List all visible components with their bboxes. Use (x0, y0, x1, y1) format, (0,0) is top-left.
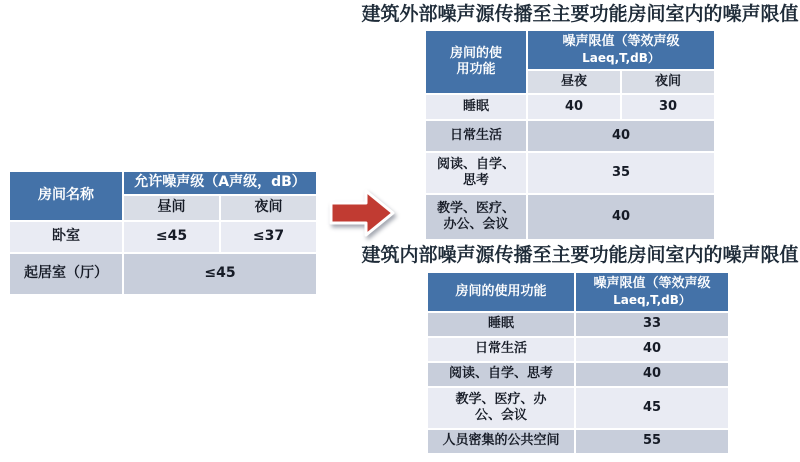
row-label: 教学、医疗、办公、会议 (428, 388, 574, 428)
row-label: 阅读、自学、思考 (426, 153, 526, 193)
nighttime-subheader: 夜间 (622, 71, 714, 93)
daytime-subheader: 昼夜 (528, 71, 620, 93)
nighttime-subheader: 夜间 (221, 196, 316, 220)
table-row (428, 313, 728, 336)
internal-noise-limit-title: 建筑内部噪声源传播至主要功能房间室内的噪声限值 (361, 244, 799, 266)
daytime-value-cell: 40 (528, 95, 620, 119)
permitted-noise-level-table (8, 170, 318, 296)
permitted-level-header: 允许噪声级（A声级，dB） (124, 172, 316, 194)
row-label: 阅读、自学、思考 (428, 363, 574, 386)
table-row (10, 254, 316, 294)
value-cell: 40 (576, 363, 728, 386)
nighttime-value-cell: 30 (622, 95, 714, 119)
noise-limit-header: 噪声限值（等效声级 Laeq,T,dB） (576, 273, 728, 311)
room-function-header: 房间的使用功能 (428, 273, 574, 311)
row-label: 教学、医疗、办公、会议 (426, 195, 526, 239)
table-row (426, 95, 714, 119)
internal-noise-section (360, 243, 800, 455)
value-cell: 55 (576, 430, 728, 453)
daytime-subheader: 昼间 (124, 196, 219, 220)
external-noise-limit-title: 建筑外部噪声源传播至主要功能房间室内的噪声限值 (361, 3, 799, 25)
table-row (428, 388, 728, 428)
room-name-header: 房间名称 (10, 172, 122, 220)
row-label: 睡眠 (426, 95, 526, 119)
header-row (426, 31, 714, 69)
table-row (428, 338, 728, 361)
internal-noise-limit-table (426, 271, 730, 455)
row-label: 睡眠 (428, 313, 574, 336)
table-row (10, 222, 316, 252)
table-row (426, 121, 714, 151)
merged-value-cell: ≤45 (124, 254, 316, 294)
row-label: 起居室（厅） (10, 254, 122, 294)
merged-value-cell: 35 (528, 153, 714, 193)
row-label: 人员密集的公共空间 (428, 430, 574, 453)
nighttime-value-cell: ≤37 (221, 222, 316, 252)
header-row (428, 273, 728, 311)
external-noise-section (360, 2, 800, 241)
table-row (428, 363, 728, 386)
noise-limit-header: 噪声限值（等效声级 Laeq,T,dB） (528, 31, 714, 69)
row-label: 日常生活 (428, 338, 574, 361)
header-row (10, 172, 316, 194)
table-row (426, 195, 714, 239)
external-noise-limit-table (424, 29, 716, 241)
daytime-value-cell: ≤45 (124, 222, 219, 252)
table-row (426, 153, 714, 193)
row-label: 卧室 (10, 222, 122, 252)
merged-value-cell: 40 (528, 195, 714, 239)
merged-value-cell: 40 (528, 121, 714, 151)
value-cell: 45 (576, 388, 728, 428)
value-cell: 33 (576, 313, 728, 336)
row-label: 日常生活 (426, 121, 526, 151)
value-cell: 40 (576, 338, 728, 361)
table-row (428, 430, 728, 453)
room-function-header: 房间的使用功能 (426, 31, 526, 93)
